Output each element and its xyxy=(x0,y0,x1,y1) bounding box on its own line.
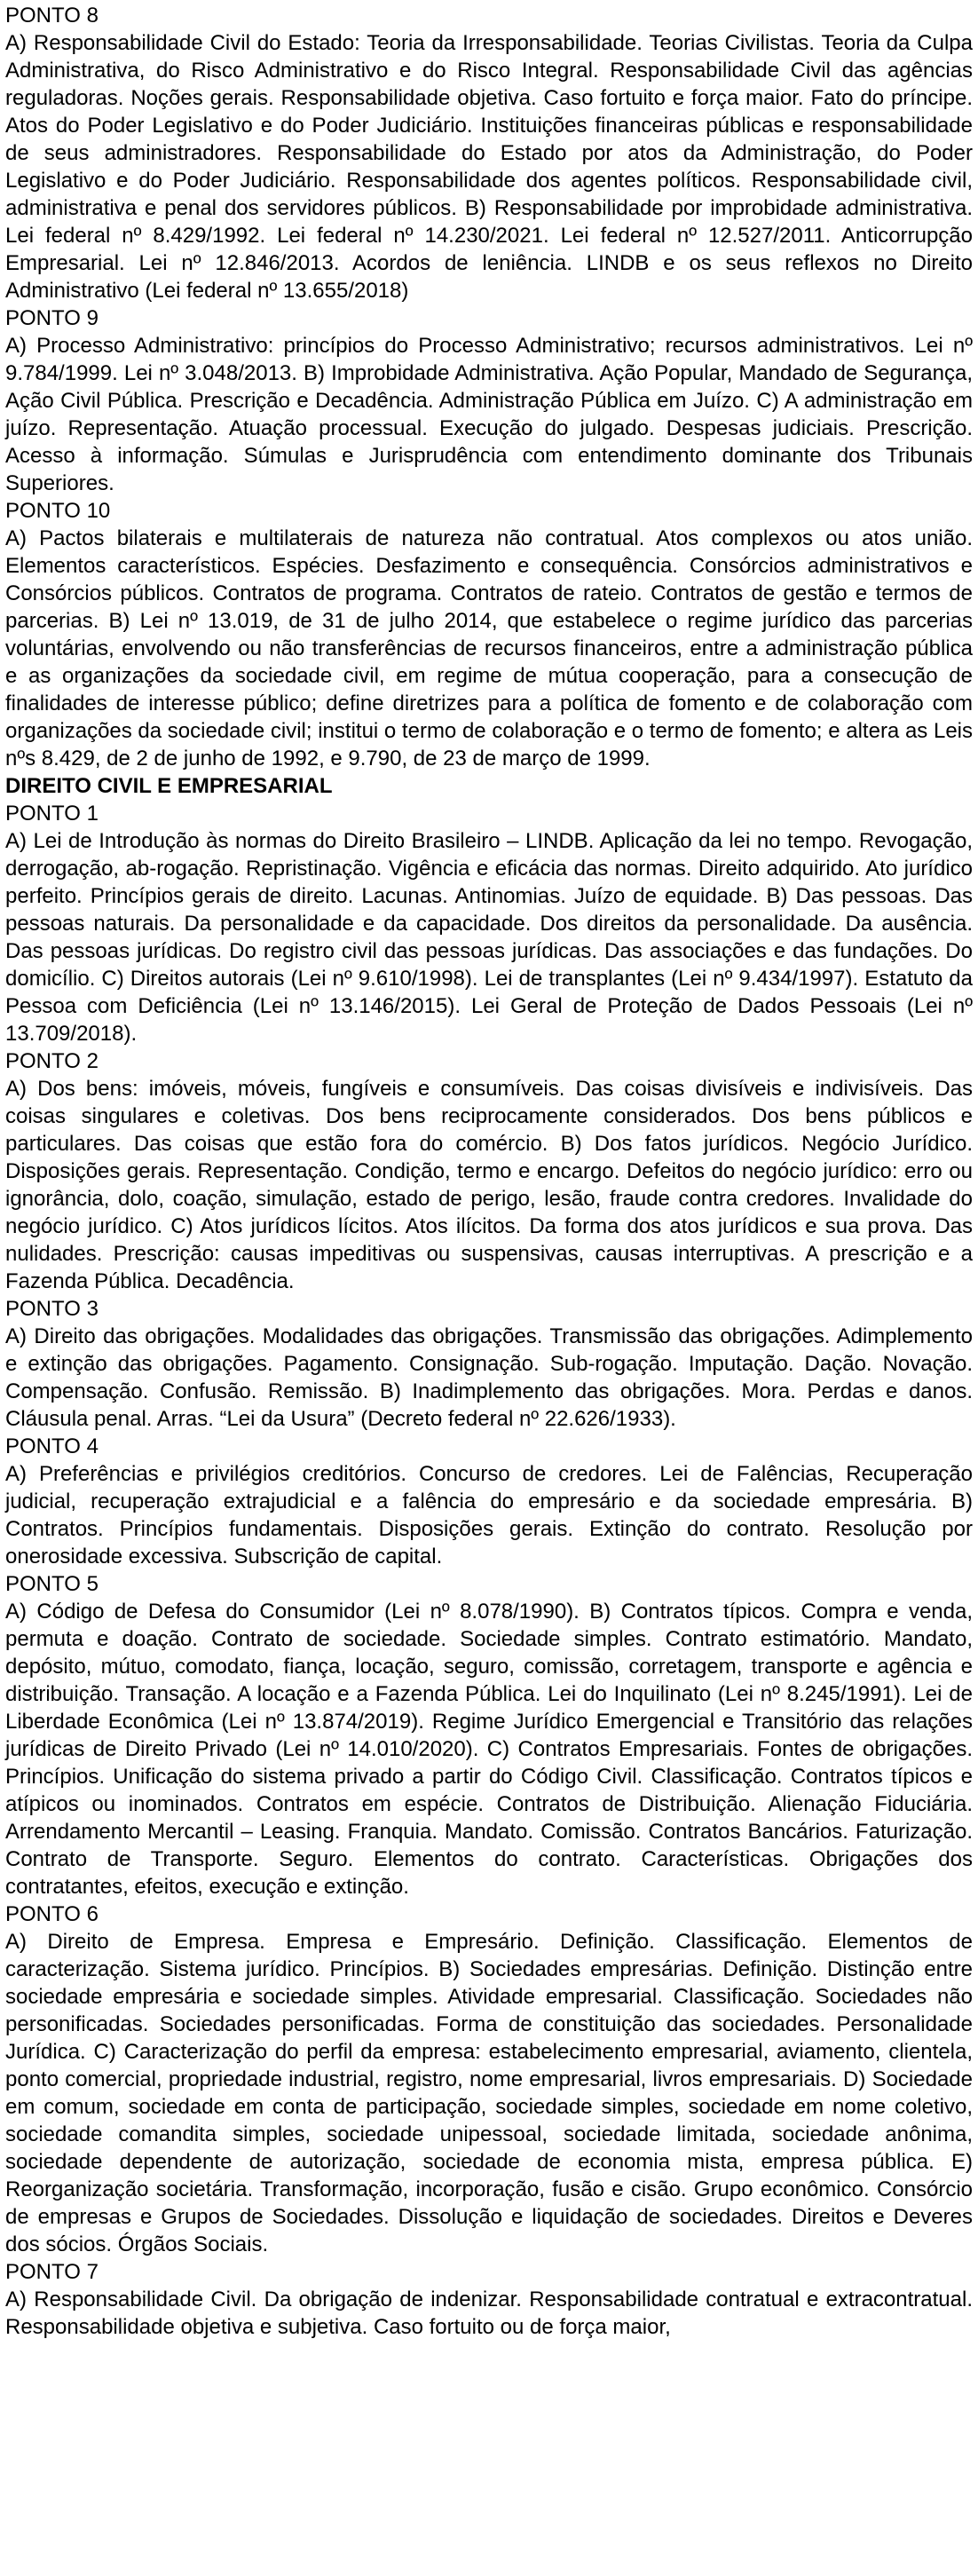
section-heading: DIREITO CIVIL E EMPRESARIAL xyxy=(5,774,333,798)
paragraph: A) Lei de Introdução às normas do Direito Brasileiro – LINDB. Aplicação da lei no tempo. Revogação, derrogação, ab-rogação. Repristinação. Vigência e eficácia das normas. Direito adquirido. Ato jurídico perfeito. Princípios gerais de direito. Lacunas. Antinomias. Juízo de equidade. B) Das pessoas. Das pessoas naturais. Da personalidade e da capacidade. Dos direitos da personalidade. Da ausência. Das pessoas jurídicas. Do registro civil das pessoas jurídicas. Das associações e das fundações. Do domicílio. C) Direitos autorais (Lei nº 9.610/1998). Lei de transplantes (Lei nº 9.434/1997). Estatuto da Pessoa com Deficiência (Lei nº 13.146/2015). Lei Geral de Proteção de Dados Pessoais (Lei nº 13.709/2018). xyxy=(5,829,973,1046)
ponto-heading: PONTO 3 xyxy=(5,1297,99,1321)
ponto-heading: PONTO 7 xyxy=(5,2260,99,2284)
paragraph: A) Responsabilidade Civil do Estado: Teoria da Irresponsabilidade. Teorias Civilistas. Teoria da Culpa Administrativa, do Risco Administrativo e do Risco Integral. Responsabilidade Civil das agências reguladoras. Noções gerais. Responsabilidade objetiva. Caso fortuito e força maior. Fato do príncipe. Atos do Poder Legislativo e do Poder Judiciário. Instituições financeiras públicas e responsabilidade de seus administradores. Responsabilidade do Estado por atos da Administração, do Poder Legislativo e do Poder Judiciário. Responsabilidade dos agentes políticos. Responsabilidade civil, administrativa e penal dos servidores públicos. B) Responsabilidade por improbidade administrativa. Lei federal nº 8.429/1992. Lei federal nº 14.230/2021. Lei federal nº 12.527/2011. Anticorrupção Empresarial. Lei nº 12.846/2013. Acordos de leniência. LINDB e os seus reflexos no Direito Administrativo (Lei federal nº 13.655/2018) xyxy=(5,31,973,303)
paragraph: A) Preferências e privilégios creditórios. Concurso de credores. Lei de Falências, Recuperação judicial, recuperação extrajudicial e a falência do empresário e da sociedade empresária. B) Contratos. Princípios fundamentais. Disposições gerais. Extinção do contrato. Resolução por onerosidade excessiva. Subscrição de capital. xyxy=(5,1462,973,1569)
paragraph: A) Dos bens: imóveis, móveis, fungíveis e consumíveis. Das coisas divisíveis e indivisíveis. Das coisas singulares e coletivas. Dos bens reciprocamente considerados. Dos bens públicos e particulares. Das coisas que estão fora do comércio. B) Dos fatos jurídicos. Negócio Jurídico. Disposições gerais. Representação. Condição, termo e encargo. Defeitos do negócio jurídico: erro ou ignorância, dolo, coação, simulação, estado de perigo, lesão, fraude contra credores. Invalidade do negócio jurídico. C) Atos jurídicos lícitos. Atos ilícitos. Da forma dos atos jurídicos e sua prova. Das nulidades. Prescrição: causas impeditivas ou suspensivas, causas interruptivas. A prescrição e a Fazenda Pública. Decadência. xyxy=(5,1077,973,1293)
ponto-heading: PONTO 8 xyxy=(5,4,99,28)
paragraph: A) Responsabilidade Civil. Da obrigação de indenizar. Responsabilidade contratual e extracontratual. Responsabilidade objetiva e subjetiva. Caso fortuito ou de força maior, xyxy=(5,2288,973,2339)
ponto-heading: PONTO 6 xyxy=(5,1902,99,1926)
ponto-heading: PONTO 2 xyxy=(5,1049,99,1073)
ponto-heading: PONTO 10 xyxy=(5,499,111,523)
paragraph: A) Direito das obrigações. Modalidades das obrigações. Transmissão das obrigações. Adimplemento e extinção das obrigações. Pagamento. Consignação. Sub-rogação. Imputação. Dação. Novação. Compensação. Confusão. Remissão. B) Inadimplemento das obrigações. Mora. Perdas e danos. Cláusula penal. Arras. “Lei da Usura” (Decreto federal nº 22.626/1933). xyxy=(5,1324,973,1431)
ponto-heading: PONTO 5 xyxy=(5,1572,99,1596)
ponto-heading: PONTO 4 xyxy=(5,1434,99,1458)
paragraph: A) Pactos bilaterais e multilaterais de natureza não contratual. Atos complexos ou atos união. Elementos característicos. Espécies. Desfazimento e consequência. Consórcios administrativos e Consórcios públicos. Contratos de programa. Contratos de rateio. Contratos de gestão e termos de parcerias. B) Lei nº 13.019, de 31 de julho 2014, que estabelece o regime jurídico das parcerias voluntárias, envolvendo ou não transferências de recursos financeiros, entre a administração pública e as organizações da sociedade civil, em regime de mútua cooperação, para a consecução de finalidades de interesse público; define diretrizes para a política de fomento e de colaboração com organizações da sociedade civil; institui o termo de colaboração e o termo de fomento; e altera as Leis nºs 8.429, de 2 de junho de 1992, e 9.790, de 23 de março de 1999. xyxy=(5,526,973,770)
paragraph: A) Código de Defesa do Consumidor (Lei nº 8.078/1990). B) Contratos típicos. Compra e venda, permuta e doação. Contrato de sociedade. Sociedade simples. Contrato estimatório. Mandato, depósito, mútuo, comodato, fiança, locação, seguro, comissão, corretagem, transporte e agência e distribuição. Transação. A locação e a Fazenda Pública. Lei do Inquilinato (Lei nº 8.245/1991). Lei de Liberdade Econômica (Lei nº 13.874/2019). Regime Jurídico Emergencial e Transitório das relações jurídicas de Direito Privado (Lei nº 14.010/2020). C) Contratos Empresariais. Fontes de obrigações. Princípios. Unificação do sistema privado a partir do Código Civil. Classificação. Contratos típicos e atípicos ou inominados. Contratos em espécie. Contratos de Distribuição. Alienação Fiduciária. Arrendamento Mercantil – Leasing. Franquia. Mandato. Comissão. Contratos Bancários. Faturização. Contrato de Transporte. Seguro. Elementos do contrato. Características. Obrigações dos contratantes, efeitos, execução e extinção. xyxy=(5,1600,973,1899)
ponto-heading: PONTO 1 xyxy=(5,802,99,826)
paragraph: A) Processo Administrativo: princípios do Processo Administrativo; recursos administrativos. Lei nº 9.784/1999. Lei nº 3.048/2013. B) Improbidade Administrativa. Ação Popular, Mandado de Segurança, Ação Civil Pública. Prescrição e Decadência. Administração Pública em Juízo. C) A administração em juízo. Representação. Atuação processual. Execução do julgado. Despesas judiciais. Prescrição. Acesso à informação. Súmulas e Jurisprudência com entendimento dominante dos Tribunais Superiores. xyxy=(5,334,973,495)
paragraph: A) Direito de Empresa. Empresa e Empresário. Definição. Classificação. Elementos de caracterização. Sistema jurídico. Princípios. B) Sociedades empresárias. Definição. Distinção entre sociedade empresária e sociedade simples. Atividade empresarial. Classificação. Sociedades não personificadas. Sociedades personificadas. Forma de constituição das sociedades. Personalidade Jurídica. C) Caracterização do perfil da empresa: estabelecimento empresarial, aviamento, clientela, ponto comercial, propriedade industrial, registro, nome empresarial, livros empresariais. D) Sociedade em comum, sociedade em conta de participação, sociedade simples, sociedade em nome coletivo, sociedade comandita simples, sociedade unipessoal, sociedade limitada, sociedade anônima, sociedade dependente de autorização, sociedade de economia mista, empresa pública. E) Reorganização societária. Transformação, incorporação, fusão e cisão. Grupo econômico. Consórcio de empresas e Grupos de Sociedades. Dissolução e liquidação de sociedades. Direitos e Deveres dos sócios. Órgãos Sociais. xyxy=(5,1930,973,2256)
ponto-heading: PONTO 9 xyxy=(5,306,99,330)
